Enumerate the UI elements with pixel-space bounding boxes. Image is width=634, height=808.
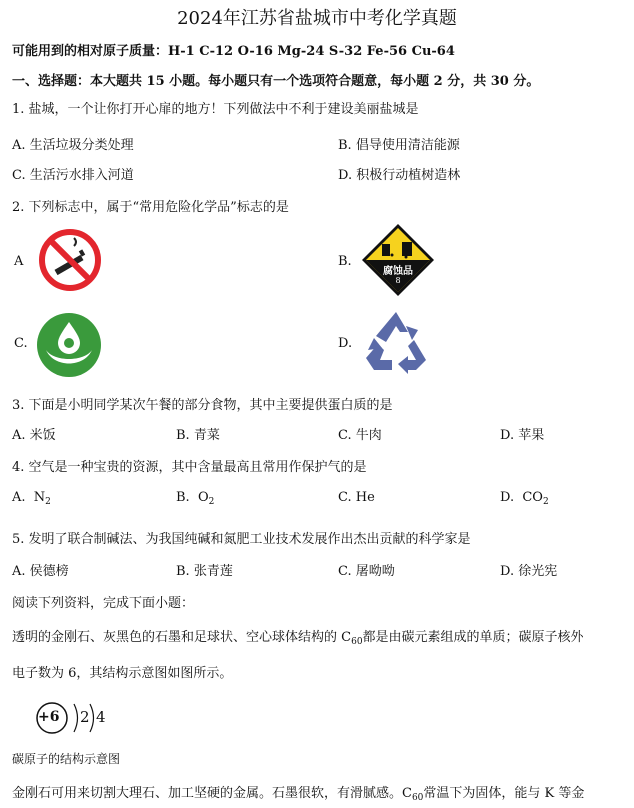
q4-option-b[interactable] bbox=[176, 490, 214, 507]
q5-option-d[interactable]: D. 徐光宪 bbox=[500, 564, 558, 579]
q4-option-d[interactable] bbox=[500, 490, 549, 507]
water-saving-icon[interactable] bbox=[36, 312, 102, 378]
no-smoking-icon[interactable] bbox=[36, 226, 104, 294]
reading-paragraph-1 bbox=[12, 626, 584, 647]
q1-option-d[interactable]: D. 积极行动植树造林 bbox=[338, 168, 461, 183]
q3-option-b[interactable]: B. 青菜 bbox=[176, 428, 220, 443]
q2-option-c-label[interactable]: C. bbox=[14, 336, 28, 351]
q1-option-a[interactable]: A. 生活垃圾分类处理 bbox=[12, 138, 134, 153]
reading-p3-part-a: 金刚石可用来切割大理石、加工坚硬的金属。石墨很软，有滑腻感。C bbox=[12, 786, 412, 801]
reading-p3-subscript: 60 bbox=[411, 793, 424, 803]
q4-d-prefix: D. bbox=[500, 490, 515, 505]
q5-option-a[interactable]: A. 侯德榜 bbox=[12, 564, 69, 579]
q3-option-a[interactable]: A. 米饭 bbox=[12, 428, 56, 443]
question-5-stem: 5. 发明了联合制碱法、为我国纯碱和氮肥工业技术发展作出杰出贡献的科学家是 bbox=[12, 532, 471, 547]
question-4-stem: 4. 空气是一种宝贵的资源，其中含量最高且常用作保护气的是 bbox=[12, 460, 367, 475]
q4-b-formula: O bbox=[197, 490, 209, 505]
q4-d-subscript: 2 bbox=[542, 497, 549, 507]
question-1-stem: 1. 盐城，一个让你打开心扉的地方！下列做法中不利于建设美丽盐城是 bbox=[12, 102, 419, 117]
reading-p1-part-b: 都是由碳元素组成的单质；碳原子核外 bbox=[362, 630, 584, 645]
corrosive-label: 腐蚀品 bbox=[383, 266, 413, 277]
q2-option-b-label[interactable]: B. bbox=[338, 254, 352, 269]
q5-option-c[interactable]: C. 屠呦呦 bbox=[338, 564, 395, 579]
diagram-caption: 碳原子的结构示意图 bbox=[12, 752, 121, 766]
q2-option-d-label[interactable]: D. bbox=[338, 336, 353, 351]
q5-option-b[interactable]: B. 张青莲 bbox=[176, 564, 233, 579]
corrosive-class-number: 8 bbox=[395, 276, 401, 285]
q4-option-a[interactable] bbox=[12, 490, 51, 507]
q4-option-c[interactable]: C. He bbox=[338, 490, 375, 505]
q3-option-d[interactable]: D. 苹果 bbox=[500, 428, 545, 443]
q1-option-b[interactable]: B. 倡导使用清洁能源 bbox=[338, 138, 460, 153]
nucleus-charge: +6 bbox=[38, 709, 60, 725]
shell-1-electrons: 2 bbox=[80, 708, 90, 726]
question-2-stem: 2. 下列标志中，属于“常用危险化学品”标志的是 bbox=[12, 200, 289, 215]
q4-d-formula: CO bbox=[522, 490, 543, 505]
reading-p1-subscript: 60 bbox=[351, 637, 363, 647]
page-title: 2024年江苏省盐城市中考化学真题 bbox=[177, 8, 457, 29]
reading-p3-part-b: 常温下为固体，能与 K 等金 bbox=[423, 786, 585, 801]
q4-b-subscript: 2 bbox=[208, 497, 215, 507]
reading-intro: 阅读下列资料，完成下面小题： bbox=[12, 596, 195, 611]
recycle-icon[interactable] bbox=[360, 308, 432, 376]
reading-paragraph-2: 电子数为 6，其结构示意图如图所示。 bbox=[12, 666, 233, 681]
atomic-masses: 可能用到的相对原子质量：H-1 C-12 O-16 Mg-24 S-32 Fe-56 Cu-64 bbox=[12, 44, 455, 59]
shell-2-electrons: 4 bbox=[96, 708, 106, 726]
q4-a-prefix: A. bbox=[12, 490, 26, 505]
carbon-atom-diagram bbox=[30, 698, 120, 738]
reading-paragraph-3 bbox=[12, 782, 584, 803]
question-3-stem: 3. 下面是小明同学某次午餐的部分食物，其中主要提供蛋白质的是 bbox=[12, 398, 393, 413]
q1-option-c[interactable]: C. 生活污水排入河道 bbox=[12, 168, 134, 183]
q4-a-formula: N bbox=[33, 490, 46, 505]
q3-option-c[interactable]: C. 牛肉 bbox=[338, 428, 382, 443]
section-heading: 一、选择题：本大题共 15 小题。每小题只有一个选项符合题意，每小题 2 分，共 30 分。 bbox=[12, 74, 540, 89]
q4-b-prefix: B. bbox=[176, 490, 190, 505]
corrosive-hazard-icon[interactable] bbox=[360, 222, 436, 298]
q4-a-subscript: 2 bbox=[45, 497, 51, 507]
reading-p1-part-a: 透明的金刚石、灰黑色的石墨和足球状、空心球体结构的 C bbox=[12, 630, 352, 645]
q2-option-a-label[interactable]: A bbox=[14, 254, 24, 269]
